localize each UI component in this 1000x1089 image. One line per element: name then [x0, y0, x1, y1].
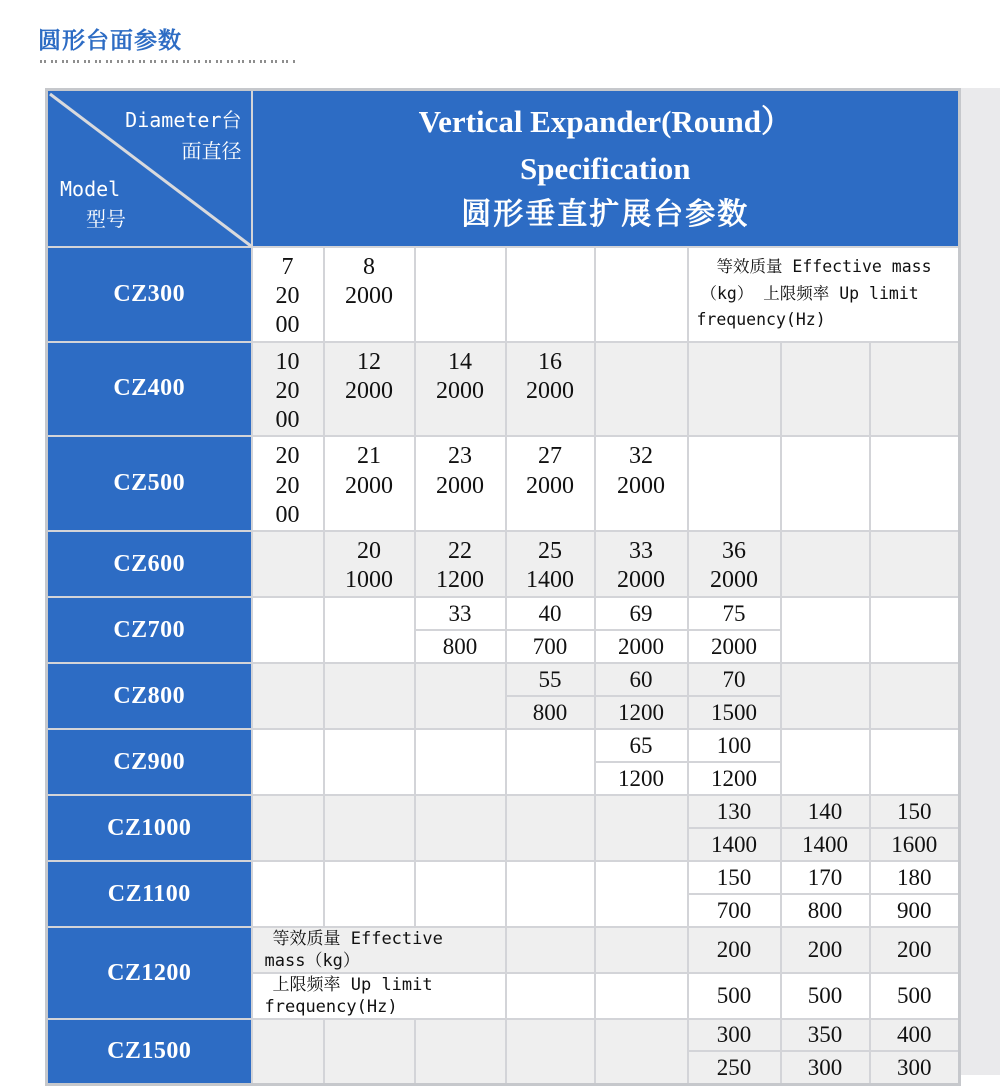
diameter-axis-label: Diameter台 面直径 [125, 108, 242, 163]
mass-value-cell: 60 [595, 663, 688, 696]
value-cell: 22 1200 [415, 531, 506, 597]
spec-row-cz500 [47, 436, 960, 531]
mass-value-cell: 75 [688, 597, 781, 630]
frequency-value-cell: 1400 [781, 828, 870, 861]
frequency-value-cell: 700 [688, 894, 781, 927]
frequency-value-cell: 2000 [595, 630, 688, 663]
frequency-value-cell: 1200 [688, 762, 781, 795]
value-cell: 7 2000 [252, 247, 324, 342]
spec-row-cz800 [47, 663, 960, 696]
empty-cell [595, 973, 688, 1019]
frequency-value-cell: 800 [506, 696, 595, 729]
empty-cell [324, 597, 415, 663]
mass-value-cell: 350 [781, 1019, 870, 1051]
model-cell: CZ900 [47, 729, 252, 795]
value-cell: 8 2000 [324, 247, 415, 342]
empty-cell [415, 861, 506, 927]
spec-row-cz600 [47, 531, 960, 597]
empty-cell [595, 795, 688, 861]
model-cell: CZ1200 [47, 927, 252, 1019]
value-cell: 21 2000 [324, 436, 415, 531]
empty-cell [324, 729, 415, 795]
empty-cell [324, 1019, 415, 1084]
mass-value-cell: 40 [506, 597, 595, 630]
table-title-cell [252, 90, 960, 247]
spec-row-cz700 [47, 597, 960, 630]
frequency-value-cell: 700 [506, 630, 595, 663]
value-cell: 33 2000 [595, 531, 688, 597]
mass-value-cell: 200 [870, 927, 960, 973]
empty-cell [324, 861, 415, 927]
spec-row-cz400 [47, 342, 960, 437]
mass-label-cell: 等效质量 Effective mass（kg） [252, 927, 506, 973]
mass-value-cell: 150 [870, 795, 960, 828]
dotted-divider [40, 60, 297, 63]
value-cell: 10 2000 [252, 342, 324, 437]
empty-cell [870, 531, 960, 597]
table-title-en-line2: Specification [520, 150, 691, 186]
value-cell: 20 2000 [252, 436, 324, 531]
frequency-value-cell: 300 [781, 1051, 870, 1084]
empty-cell [415, 795, 506, 861]
empty-cell [781, 531, 870, 597]
frequency-value-cell: 2000 [688, 630, 781, 663]
empty-cell [252, 861, 324, 927]
mass-value-cell: 69 [595, 597, 688, 630]
mass-value-cell: 65 [595, 729, 688, 762]
empty-cell [252, 1019, 324, 1084]
model-cell: CZ700 [47, 597, 252, 663]
value-cell: 16 2000 [506, 342, 595, 437]
model-cell: CZ800 [47, 663, 252, 729]
mass-value-cell: 55 [506, 663, 595, 696]
mass-value-cell: 170 [781, 861, 870, 894]
empty-cell [252, 729, 324, 795]
value-cell: 12 2000 [324, 342, 415, 437]
model-cell: CZ1100 [47, 861, 252, 927]
empty-cell [595, 927, 688, 973]
empty-cell [595, 861, 688, 927]
empty-cell [595, 247, 688, 342]
spec-table [45, 88, 961, 1086]
empty-cell [252, 597, 324, 663]
empty-cell [415, 729, 506, 795]
empty-cell [415, 247, 506, 342]
frequency-value-cell: 1500 [688, 696, 781, 729]
empty-cell [870, 342, 960, 437]
model-cell: CZ600 [47, 531, 252, 597]
empty-cell [870, 436, 960, 531]
model-axis-label: Model 型号 [60, 176, 126, 231]
frequency-value-cell: 250 [688, 1051, 781, 1084]
frequency-value-cell: 500 [870, 973, 960, 1019]
empty-cell [781, 663, 870, 729]
empty-cell [506, 795, 595, 861]
empty-cell [781, 729, 870, 795]
frequency-value-cell: 1400 [688, 828, 781, 861]
empty-cell [506, 927, 595, 973]
mass-value-cell: 150 [688, 861, 781, 894]
value-cell: 32 2000 [595, 436, 688, 531]
mass-value-cell: 140 [781, 795, 870, 828]
mass-value-cell: 200 [781, 927, 870, 973]
mass-value-cell: 130 [688, 795, 781, 828]
page-title: 圆形台面参数 [38, 28, 182, 54]
empty-cell [506, 973, 595, 1019]
frequency-value-cell: 800 [781, 894, 870, 927]
spec-row-cz1100 [47, 861, 960, 894]
empty-cell [595, 342, 688, 437]
model-cell: CZ300 [47, 247, 252, 342]
frequency-value-cell: 1200 [595, 696, 688, 729]
empty-cell [252, 663, 324, 729]
frequency-value-cell: 900 [870, 894, 960, 927]
mass-value-cell: 180 [870, 861, 960, 894]
empty-cell [324, 795, 415, 861]
model-cell: CZ400 [47, 342, 252, 437]
mass-value-cell: 70 [688, 663, 781, 696]
value-cell: 36 2000 [688, 531, 781, 597]
frequency-value-cell: 1600 [870, 828, 960, 861]
frequency-label-cell: 上限频率 Up limit frequency(Hz) [252, 973, 506, 1019]
empty-cell [781, 436, 870, 531]
header-row [47, 90, 960, 247]
corner-cell [47, 90, 252, 247]
empty-cell [324, 663, 415, 729]
table-title-cn: 圆形垂直扩展台参数 [461, 197, 750, 233]
mass-value-cell: 400 [870, 1019, 960, 1051]
value-cell: 14 2000 [415, 342, 506, 437]
frequency-value-cell: 300 [870, 1051, 960, 1084]
empty-cell [506, 729, 595, 795]
value-cell: 27 2000 [506, 436, 595, 531]
empty-cell [252, 795, 324, 861]
empty-cell [688, 342, 781, 437]
frequency-value-cell: 1200 [595, 762, 688, 795]
mass-value-cell: 100 [688, 729, 781, 762]
empty-cell [870, 597, 960, 663]
mass-value-cell: 33 [415, 597, 506, 630]
frequency-value-cell: 500 [688, 973, 781, 1019]
spec-row-cz300 [47, 247, 960, 342]
right-gutter [961, 88, 1000, 1075]
spec-row-cz1000 [47, 795, 960, 828]
value-cell: 23 2000 [415, 436, 506, 531]
spec-row-cz900 [47, 729, 960, 762]
empty-cell [415, 663, 506, 729]
empty-cell [781, 342, 870, 437]
model-cell: CZ1500 [47, 1019, 252, 1084]
units-note-cell: 等效质量 Effective mass （kg） 上限频率 Up limit frequency(Hz) [688, 247, 960, 342]
empty-cell [415, 1019, 506, 1084]
empty-cell [781, 597, 870, 663]
mass-value-cell: 300 [688, 1019, 781, 1051]
empty-cell [506, 247, 595, 342]
spec-row-cz1500 [47, 1019, 960, 1051]
spec-row-cz1200 [47, 927, 960, 973]
empty-cell [252, 531, 324, 597]
frequency-value-cell: 500 [781, 973, 870, 1019]
empty-cell [688, 436, 781, 531]
empty-cell [595, 1019, 688, 1084]
empty-cell [506, 1019, 595, 1084]
value-cell: 20 1000 [324, 531, 415, 597]
empty-cell [870, 663, 960, 729]
model-cell: CZ500 [47, 436, 252, 531]
model-cell: CZ1000 [47, 795, 252, 861]
value-cell: 25 1400 [506, 531, 595, 597]
table-title-en-line1: Vertical Expander(Round） [418, 104, 793, 140]
empty-cell [870, 729, 960, 795]
mass-value-cell: 200 [688, 927, 781, 973]
frequency-value-cell: 800 [415, 630, 506, 663]
empty-cell [506, 861, 595, 927]
